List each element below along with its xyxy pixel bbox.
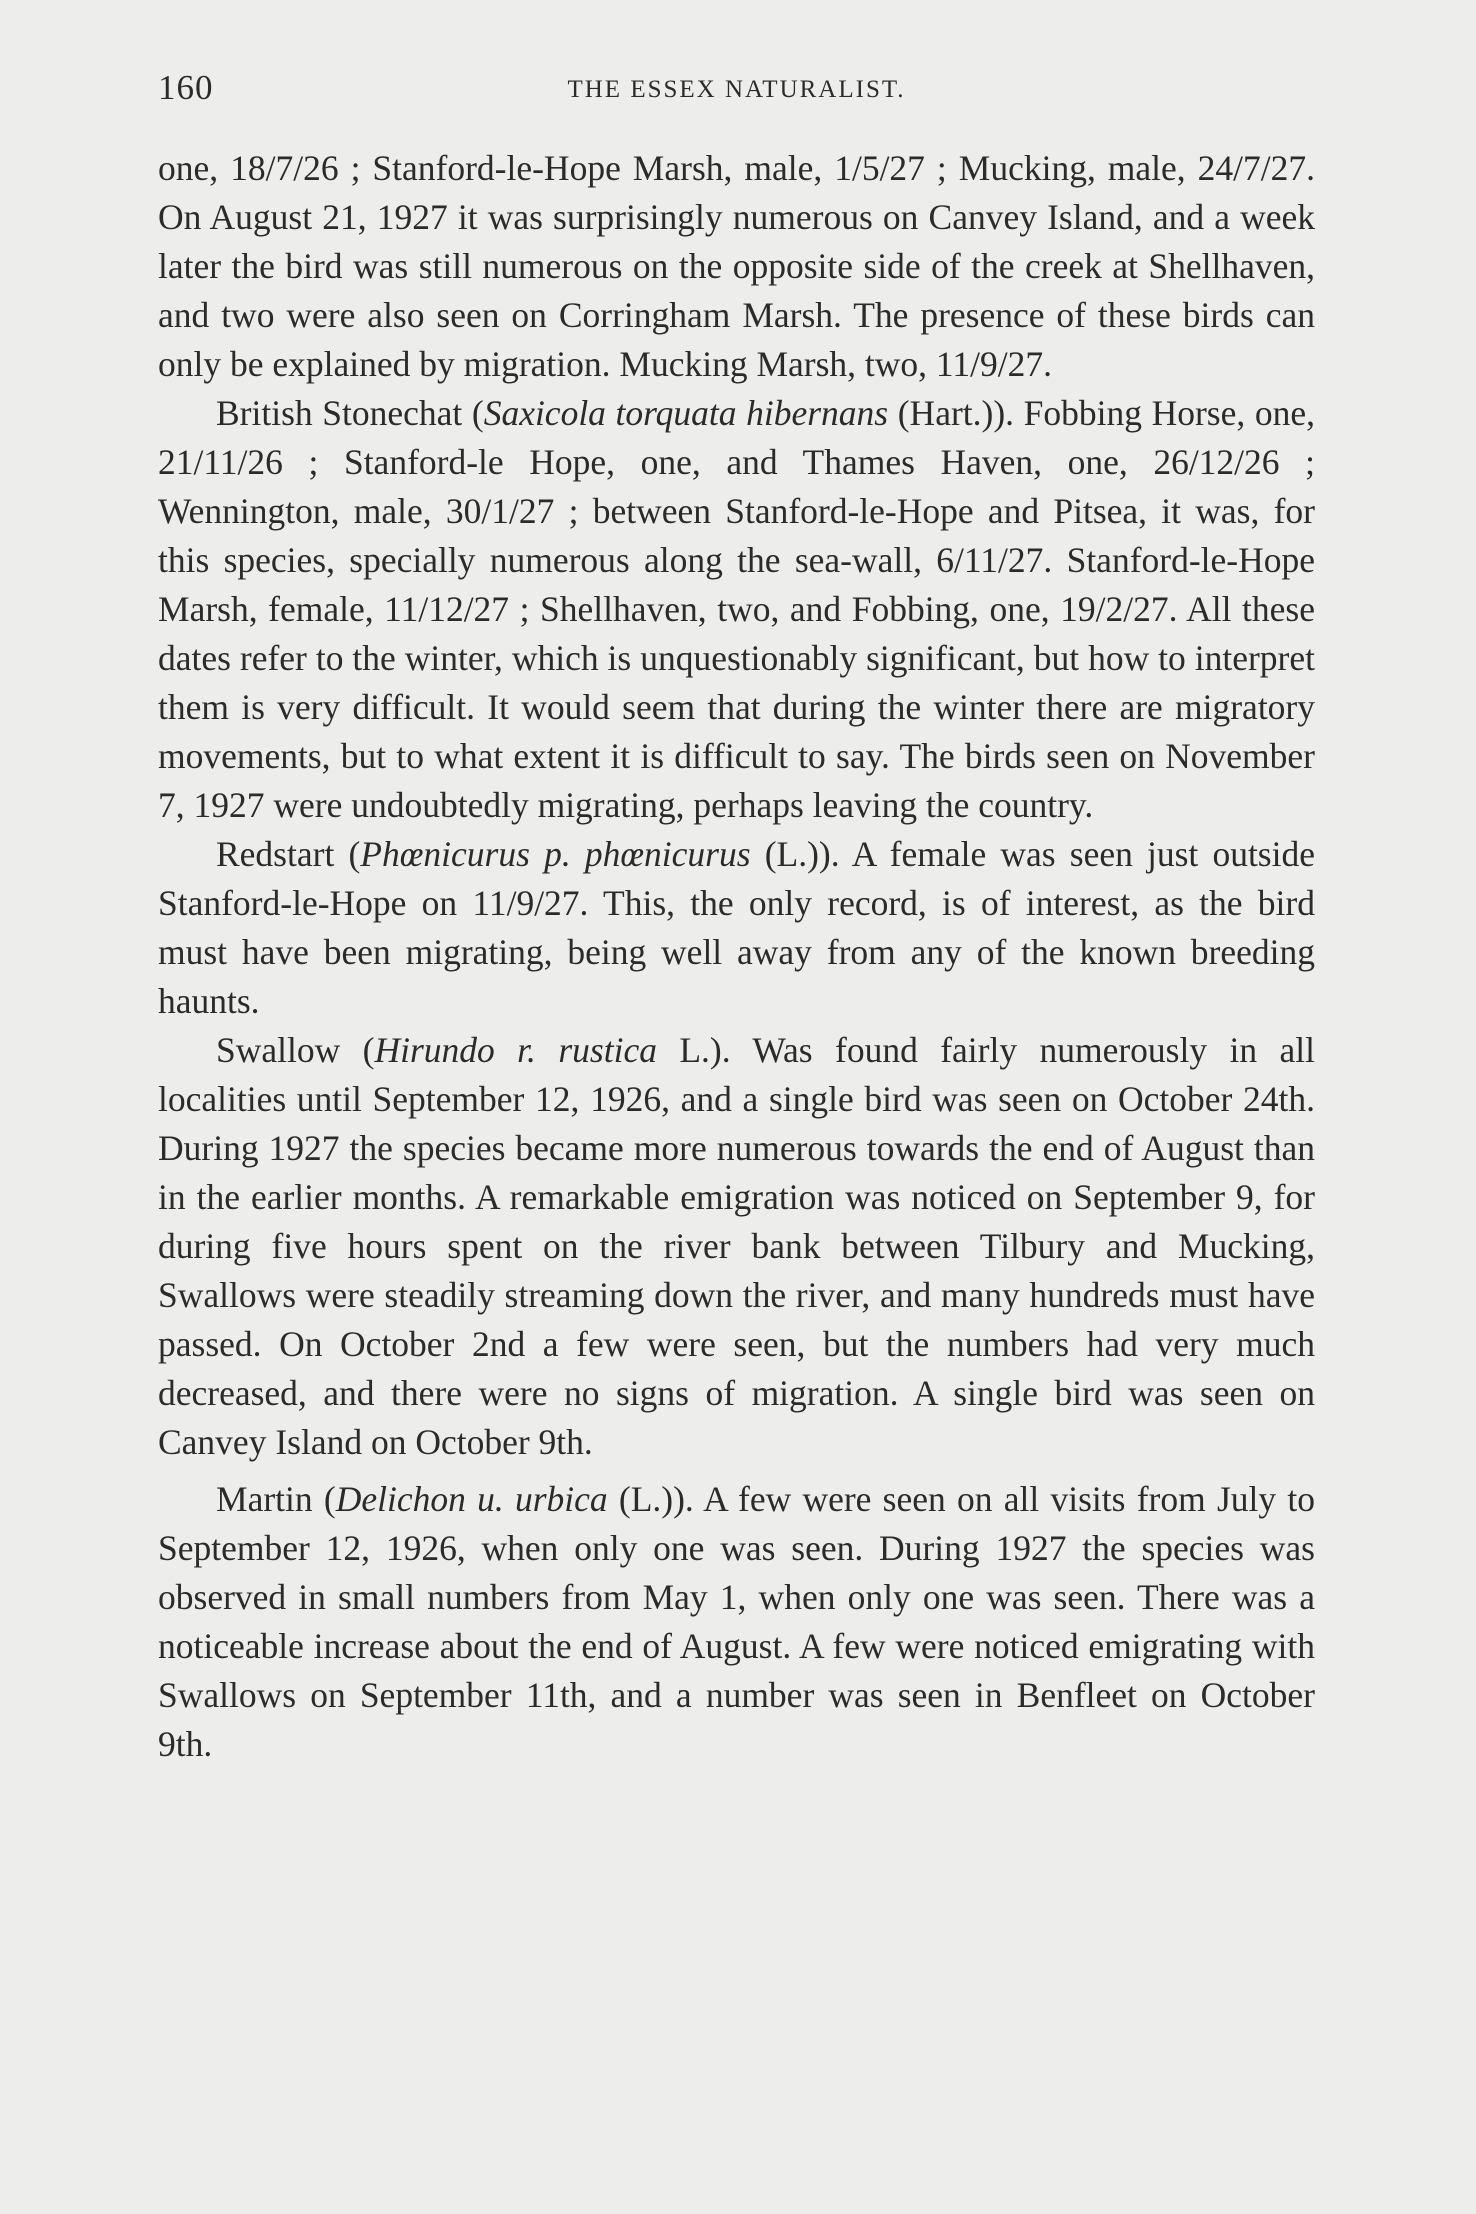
running-title: THE ESSEX NATURALIST. <box>567 76 906 103</box>
paragraph-continued <box>158 144 1315 389</box>
body-text <box>158 144 1315 1769</box>
paragraph-martin <box>158 1475 1315 1769</box>
text-segment: one, 18/7/26 ; Stanford-le-Hope Marsh, male, 1/5/27 ; Mucking, male, 24/7/27. On August 21, 1927 it was surprisingly numerous on Canvey Island, and a week later the bird was still numerous on the opposite side of the creek at Shellhaven, and two were also seen on Corringham Marsh. The presence of these birds can only be explained by migration. Mucking Marsh, two, 11/9/27. <box>158 148 1315 384</box>
text-segment: L.). Was found fairly numerously in all localities until September 12, 1926, and a single bird was seen on October 24th. During 1927 the species became more numerous towards the end of August than in the earlier months. A remarkable emigration was noticed on September 9, for during five hours spent on the river bank between Tilbury and Mucking, Swallows were steadily streaming down the river, and many hundreds must have passed. On October 2nd a few were seen, but the numbers had very much decreased, and there were no signs of migration. A single bird was seen on Canvey Island on October 9th. <box>158 1030 1315 1462</box>
paragraph-stonechat <box>158 389 1315 830</box>
species-latin-name: Saxicola torquata hibernans <box>483 393 889 433</box>
paragraph-swallow <box>158 1026 1315 1467</box>
species-latin-name: Hirundo r. rustica <box>374 1030 657 1070</box>
text-segment: (L.)). A female was seen just outside Stanford-le-Hope on 11/9/27. This, the only record, is of interest, as the bird must have been migrating, being well away from any of the known breeding haunts. <box>158 834 1315 1021</box>
species-common-name: Redstart ( <box>216 834 361 874</box>
species-common-name: British Stonechat ( <box>216 393 484 433</box>
species-latin-name: Phœnicurus p. phœnicurus <box>360 834 751 874</box>
text-segment: (L.)). A few were seen on all visits from July to September 12, 1926, when only one was seen. During 1927 the species was observed in small numbers from May 1, when only one was seen. There was a noticeable increase about the end of August. A few were noticed emigrating with Swallows on September 11th, and a number was seen in Benfleet on October 9th. <box>158 1479 1316 1764</box>
species-common-name: Swallow ( <box>216 1030 375 1070</box>
species-common-name: Martin ( <box>216 1479 336 1519</box>
page-header <box>158 66 1315 126</box>
page-number: 160 <box>158 68 214 107</box>
paragraph-redstart <box>158 830 1315 1026</box>
species-latin-name: Delichon u. urbica <box>335 1479 608 1519</box>
text-segment: (Hart.)). Fobbing Horse, one, 21/11/26 ; Stanford-le Hope, one, and Thames Haven, one, 26/12/26 ; Wennington, male, 30/1/27 ; between Stanford-le-Hope and Pitsea, it was, for this species, specially numerous along the sea-wall, 6/11/27. Stanford-le-Hope Marsh, female, 11/12/27 ; Shellhaven, two, and Fobbing, one, 19/2/27. All these dates refer to the winter, which is unquestionably significant, but how to interpret them is very difficult. It would seem that during the winter there are migratory movements, but to what extent it is difficult to say. The birds seen on November 7, 1927 were undoubtedly migrating, perhaps leaving the country. <box>158 393 1315 825</box>
